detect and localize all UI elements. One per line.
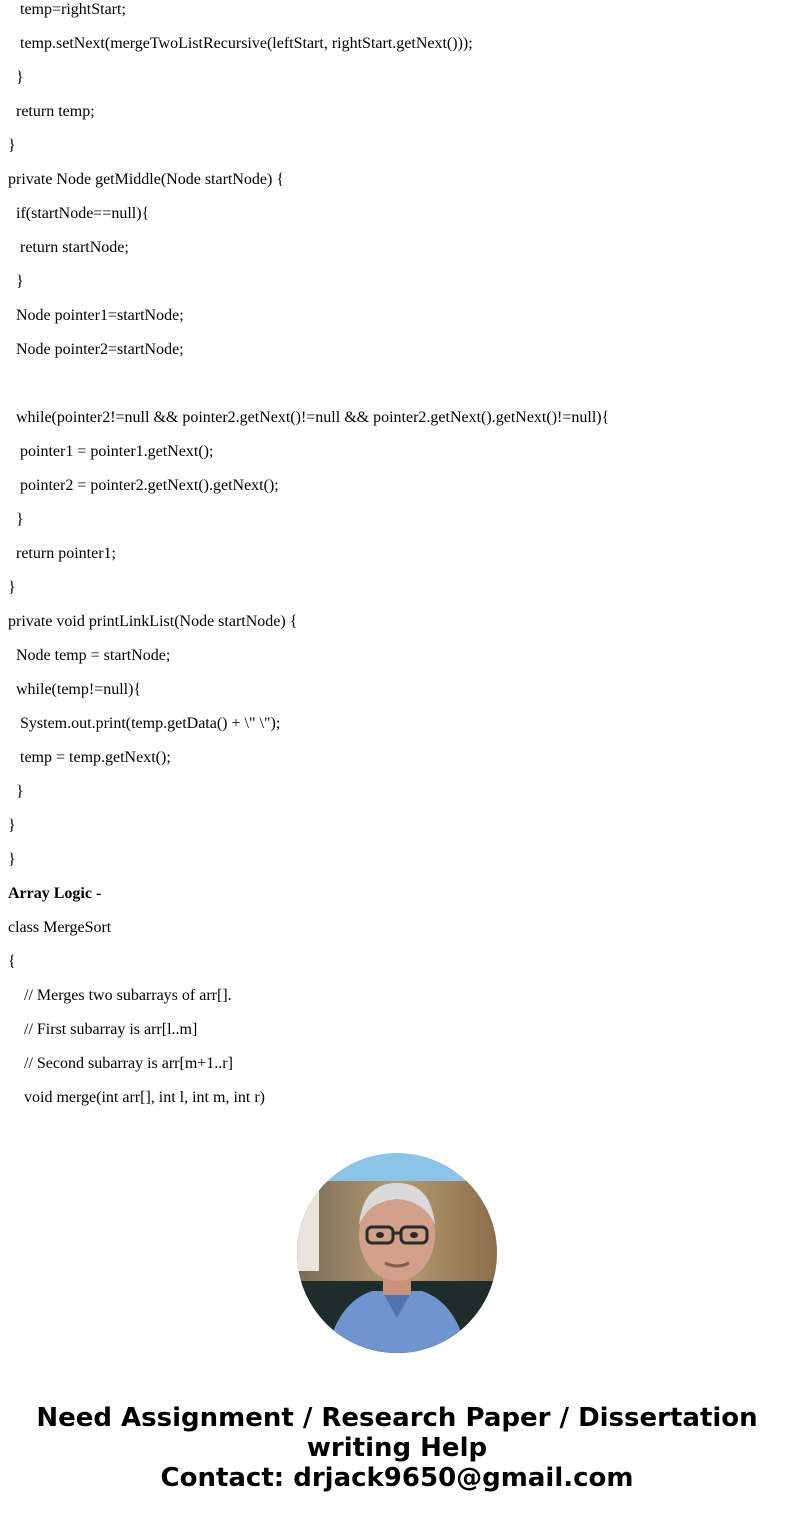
code-line: // Merges two subarrays of arr[]. [8,987,232,1004]
code-line: Node temp = startNode; [8,647,171,664]
code-line: } [8,137,16,154]
code-line: { [8,953,16,970]
code-line: private Node getMiddle(Node startNode) { [8,171,285,188]
code-line: System.out.print(temp.getData() + \" \"); [8,715,281,732]
section-heading: Array Logic - [8,885,102,902]
code-line: private void printLinkList(Node startNode) { [8,613,298,630]
code-line: } [8,783,24,800]
code-line: } [8,273,24,290]
code-line: temp = temp.getNext(); [8,749,171,766]
code-line: return temp; [8,103,95,120]
code-line: return pointer1; [8,545,116,562]
code-line: } [8,69,24,86]
code-line: if(startNode==null){ [8,205,150,222]
code-line: class MergeSort [8,919,112,936]
code-line: void merge(int arr[], int l, int m, int r) [8,1089,265,1106]
code-line: // First subarray is arr[l..m] [8,1021,198,1038]
cta-line-3: Contact: drjack9650@gmail.com [160,1463,634,1493]
cta-line-2: writing Help [306,1433,488,1463]
code-line: while(pointer2!=null && pointer2.getNext()!=null && pointer2.getNext().getNext()!=null){ [8,409,610,426]
avatar-photo [297,1153,497,1353]
code-line: } [8,511,24,528]
code-line: return startNode; [8,239,129,256]
contact-banner [0,1403,794,1493]
code-line: // Second subarray is arr[m+1..r] [8,1055,233,1072]
code-line: pointer1 = pointer1.getNext(); [8,443,214,460]
code-line: } [8,851,16,868]
code-line: while(temp!=null){ [8,681,142,698]
code-line: temp=rightStart; [8,1,126,18]
cta-line-1: Need Assignment / Research Paper / Dissertation [36,1403,758,1433]
avatar [297,1153,497,1353]
code-line: temp.setNext(mergeTwoListRecursive(leftStart, rightStart.getNext())); [8,35,473,52]
code-line: Node pointer2=startNode; [8,341,184,358]
code-line: pointer2 = pointer2.getNext().getNext(); [8,477,279,494]
code-line: } [8,579,16,596]
code-line: } [8,817,16,834]
code-line: Node pointer1=startNode; [8,307,184,324]
